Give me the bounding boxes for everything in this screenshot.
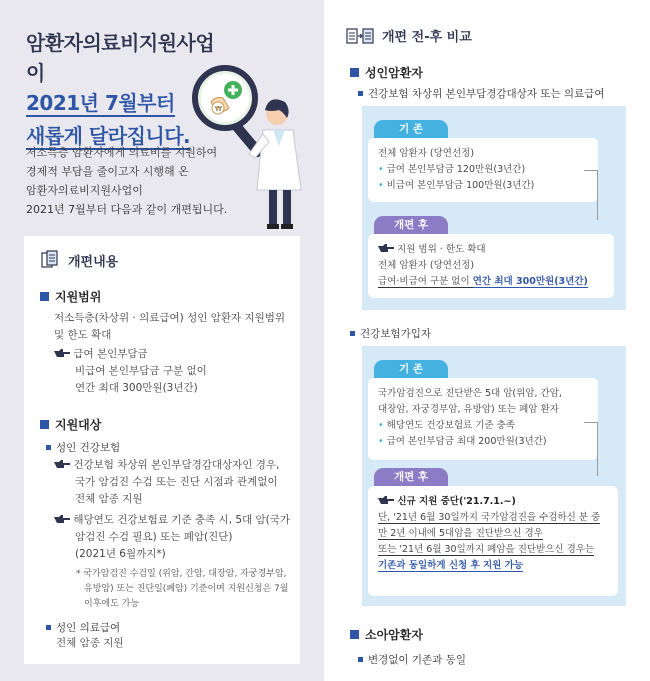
bullet-square-icon [350, 630, 359, 639]
compare-title: 개편 전-후 비교 [382, 30, 472, 45]
pointing-hand-icon [54, 515, 70, 524]
scope-desc: 저소득층(차상위 · 의료급여) 성인 암환자 지원범위 및 한도 확대 [54, 312, 286, 341]
compare-header [346, 26, 472, 45]
changes-header [40, 250, 118, 270]
svg-text:₩: ₩ [215, 105, 222, 113]
scope-heading: 지원범위 [40, 288, 101, 305]
bullet-square-icon [40, 292, 49, 301]
pointing-hand-icon [378, 244, 394, 253]
pointing-hand-icon [54, 460, 70, 469]
bullet-square-icon [40, 420, 49, 429]
pointing-hand-icon [378, 496, 394, 505]
adult-insured-point2: 해당연도 건강보험료 기준 충족 시, 5대 암(국가 암검진 수검 필요) 또는 폐암(진단) (2021년 6월까지*) [54, 512, 290, 563]
down-arrow-icon [584, 170, 598, 220]
child-sub: 변경없이 기존과 동일 [358, 652, 466, 667]
target-heading: 지원대상 [40, 416, 101, 433]
after-tag: 개편 후 [374, 216, 448, 234]
before-tag: 기 존 [374, 360, 448, 378]
adult-insured-point1: 건강보험 차상위 본인부담경감대상자인 경우, 국가 암검진 수검 또는 진단 시점과 관계없이 전체 암종 지원 [54, 457, 279, 508]
adult-medical-label: 성인 의료급여 [46, 620, 120, 635]
bullet-small-square-icon [46, 445, 51, 450]
adult-before-box: 전체 암환자 (당연선정) • 급여 본인부담금 120만원(3년간) • 비급여 본인부담금 100만원(3년간) [368, 138, 598, 202]
bullet-small-square-icon [350, 331, 355, 336]
insured-after-box: 신규 지원 중단('21.7.1.~) 단, '21년 6월 30일까지 국가암검진을 수검하신 분 중 만 2년 이내에 5대암을 진단받으신 경우 또는 '21년 6월 30일까지 폐암을 진단받으신 경우는 기존과 동일하게 신청 후 지원 가능 [368, 486, 618, 596]
insured-before-box: 국가암검진으로 진단받은 5대 암(위암, 간암, 대장암, 자궁경부암, 유방암) 또는 폐암 환자 • 해당연도 건강보험료 기준 충족 • 급여 본인부담금 최대 200만원(3년간) [368, 378, 598, 460]
child-heading: 소아암환자 [350, 626, 423, 643]
changes-card [24, 236, 300, 664]
bullet-small-square-icon [46, 625, 51, 630]
intro-text: 저소득층 암환자에게 의료비를 지원하여 경제적 부담을 줄이고자 시행해 온 암환자의료비지원사업이 2021년 7월부터 다음과 같이 개편됩니다. [26, 146, 228, 216]
adult-sub: 건강보험 차상위 본인부담경감대상자 또는 의료급여 [358, 86, 605, 101]
adult-insured-label: 성인 건강보험 [46, 440, 120, 455]
bullet-small-square-icon [358, 91, 363, 96]
bullet-square-icon [350, 68, 359, 77]
adult-insured-note: * 국가암검진 수검일 (위암, 간암, 대장암, 자궁경부암, 유방암) 또는 진단일(폐암) 기준이며 지원신청은 7월 이후에도 가능 [76, 569, 289, 609]
left-panel [0, 0, 324, 681]
adult-heading: 성인암환자 [350, 64, 423, 81]
headline-line1: 암환자의료비지원사업이 [26, 31, 215, 85]
insured-heading: 건강보험가입자 [350, 326, 431, 341]
adult-after-box: 지원 범위 · 한도 확대 전체 암환자 (당연선정) 급여·비급여 구분 없이 연간 최대 300만원(3년간) [368, 234, 614, 298]
adult-medical-desc: 전체 암종 지원 [56, 637, 124, 649]
after-tag: 개편 후 [374, 468, 448, 486]
before-tag: 기 존 [374, 120, 448, 138]
changes-title: 개편내용 [68, 254, 119, 270]
document-icon [40, 250, 60, 270]
headline-line2: 2021년 7월부터 [26, 91, 175, 115]
bullet-small-square-icon [358, 657, 363, 662]
insured-compare-panel [362, 346, 626, 606]
scope-point: 급여 본인부담금 비급여 본인부담금 구분 없이 연간 최대 300만원(3년간) [54, 346, 207, 397]
compare-documents-icon [346, 27, 374, 45]
down-arrow-icon [584, 422, 598, 476]
headline-line3: 새롭게 달라집니다. [26, 124, 191, 148]
adult-compare-panel [362, 106, 626, 310]
pointing-hand-icon [54, 349, 70, 358]
